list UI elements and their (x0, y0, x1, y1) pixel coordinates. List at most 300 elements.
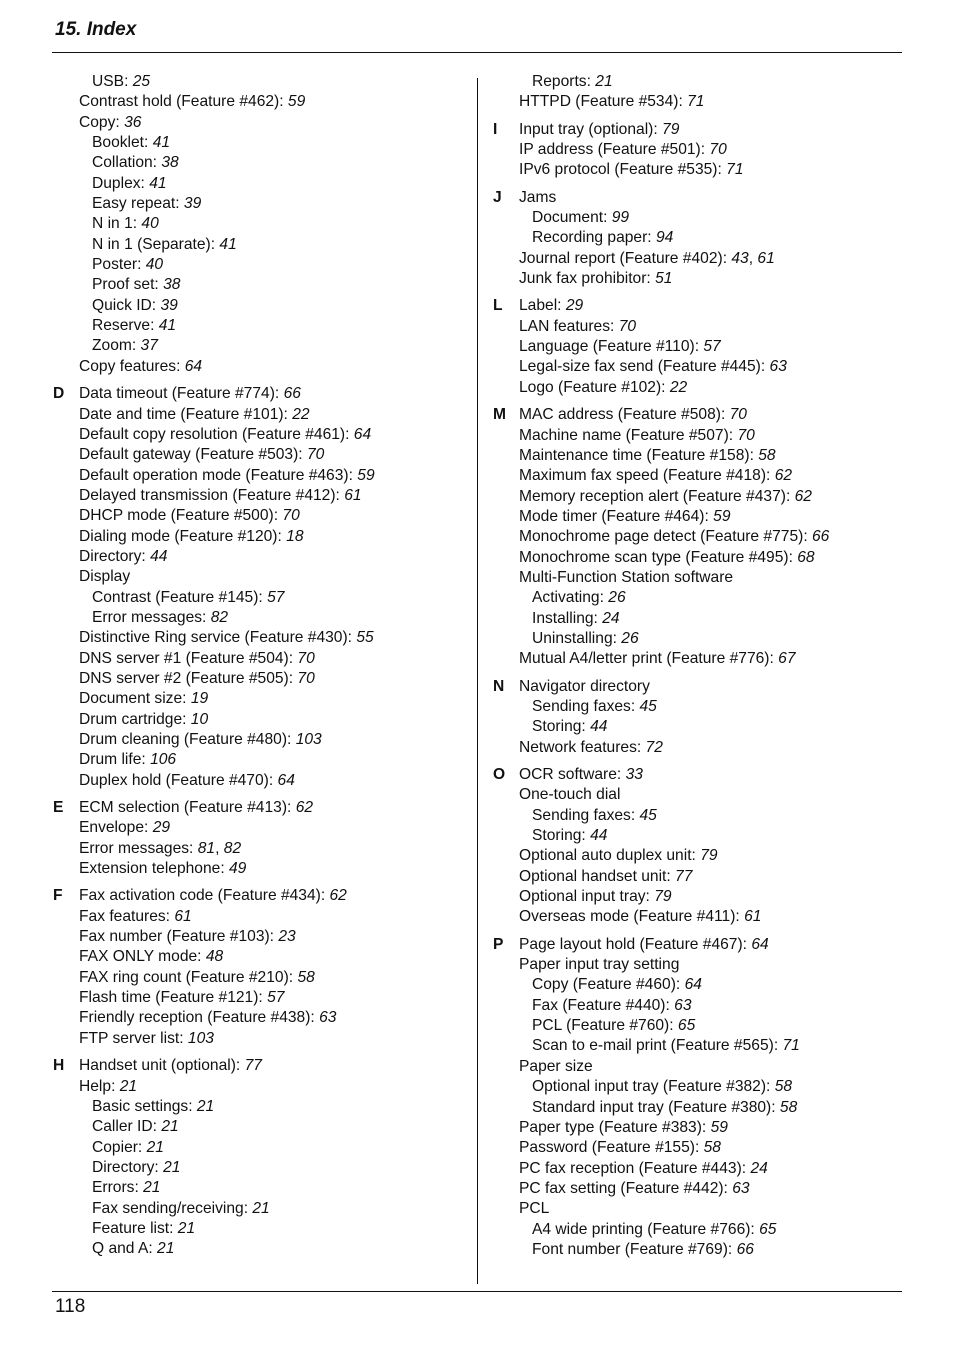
index-entry (53, 628, 473, 648)
index-subentry (53, 1097, 473, 1117)
entry-page: 70 (729, 406, 747, 424)
entry-page: 72 (645, 738, 663, 756)
entry-term: OCR software: (519, 766, 626, 783)
entry-page: 22 (292, 405, 310, 423)
entry-page: 21 (119, 1077, 138, 1095)
entry-page: 62 (794, 487, 812, 505)
entry-term: Recording paper: (532, 229, 656, 247)
entry-term: Password (Feature #155): (519, 1139, 704, 1157)
index-column-right (493, 72, 898, 1260)
entry-page: 70 (306, 446, 325, 464)
entry-term: Label: (519, 297, 566, 315)
entry-term: Input tray (optional): (519, 120, 663, 138)
entry-term: Optional input tray (Feature #382): (532, 1078, 775, 1096)
index-entry (493, 649, 898, 669)
entry-page: 70 (709, 141, 727, 159)
entry-page: 48 (205, 948, 224, 966)
index-subentry (493, 1220, 898, 1240)
entry-page: 61 (744, 908, 762, 926)
index-entry (53, 649, 473, 669)
entry-page: 61 (174, 907, 192, 925)
index-subentry (53, 133, 473, 153)
index-subentry (493, 1077, 898, 1097)
index-subentry (493, 1036, 898, 1056)
entry-term: FTP server list: (79, 1029, 188, 1047)
entry-term: Jams (519, 188, 557, 206)
entry-page: 21 (143, 1179, 161, 1197)
entry-page: 63 (732, 1179, 750, 1197)
entry-term: Date and time (Feature #101): (79, 405, 293, 423)
index-entry (53, 798, 473, 818)
index-entry (493, 378, 898, 398)
index-entry (493, 677, 898, 697)
entry-term: Legal-size fax send (Feature #445): (519, 358, 770, 376)
entry-page: 23 (278, 928, 296, 946)
index-column-left (53, 72, 473, 1260)
page-number: 118 (55, 1296, 86, 1317)
index-subentry (53, 316, 473, 336)
entry-page: 26 (608, 589, 626, 607)
index-entry (493, 1199, 898, 1219)
entry-term: Extension telephone: (79, 860, 229, 878)
entry-term: Display (79, 568, 131, 586)
index-entry (493, 317, 898, 337)
entry-page: 49 (228, 860, 247, 878)
index-entry (493, 1118, 898, 1138)
entry-term: Monochrome scan type (Feature #495): (519, 548, 798, 566)
entry-term: Maximum fax speed (Feature #418): (519, 467, 775, 485)
entry-term: IP address (Feature #501): (519, 141, 710, 159)
entry-term: Maintenance time (Feature #158): (519, 446, 759, 464)
index-subentry (493, 996, 898, 1016)
entry-term: Default operation mode (Feature #463): (79, 466, 358, 484)
index-group (53, 1056, 473, 1259)
index-entry (493, 507, 898, 527)
index-subentry (53, 1239, 473, 1259)
entry-page: 64 (277, 771, 295, 789)
entry-page: 21 (177, 1219, 196, 1237)
entry-term: Quick ID: (92, 296, 161, 314)
index-subentry (493, 806, 898, 826)
entry-page: 66 (283, 385, 301, 403)
index-letter: E (53, 799, 64, 817)
entry-term: Directory: (92, 1158, 164, 1176)
entry-term: Language (Feature #110): (519, 338, 704, 356)
entry-term: Copy features: (79, 357, 185, 375)
index-entry (53, 689, 473, 709)
entry-term: Distinctive Ring service (Feature #430): (79, 629, 357, 647)
index-subentry (53, 1117, 473, 1137)
entry-page: 51 (655, 270, 673, 288)
index-subentry (493, 975, 898, 995)
index-entry (493, 487, 898, 507)
entry-page: 24 (602, 609, 620, 627)
index-group (493, 120, 898, 181)
entry-separator: , (748, 249, 758, 267)
index-subentry (493, 208, 898, 228)
entry-page: 70 (737, 426, 755, 444)
index-letter: J (493, 188, 502, 206)
entry-term: Storing: (532, 827, 591, 845)
index-group (493, 296, 898, 398)
entry-page: 59 (710, 1118, 728, 1136)
index-entry (493, 269, 898, 289)
index-subentry (493, 588, 898, 608)
entry-page: 36 (124, 113, 142, 131)
index-entry (493, 405, 898, 425)
index-entry (53, 405, 473, 425)
entry-term: DNS server #2 (Feature #505): (79, 669, 298, 687)
entry-term: Junk fax prohibitor: (519, 270, 656, 288)
entry-page: 55 (356, 629, 374, 647)
index-entry (53, 947, 473, 967)
index-entry (53, 92, 473, 112)
entry-page: 94 (655, 229, 674, 247)
entry-page: 70 (282, 507, 300, 525)
index-letter: P (493, 935, 504, 953)
entry-term: Default gateway (Feature #503): (79, 446, 307, 464)
entry-page: 29 (565, 297, 584, 315)
index-letter: L (493, 297, 503, 315)
index-entry (493, 1159, 898, 1179)
entry-term: Paper type (Feature #383): (519, 1118, 711, 1136)
entry-term: Journal report (Feature #402): (519, 249, 732, 267)
index-group (493, 188, 898, 290)
index-group (493, 72, 898, 113)
index-entry (53, 357, 473, 377)
entry-term: LAN features: (519, 317, 619, 335)
entry-term: Drum life: (79, 751, 151, 769)
entry-term: Proof set: (92, 276, 164, 294)
index-entry (53, 710, 473, 730)
entry-page: 79 (654, 888, 672, 906)
index-entry (493, 140, 898, 160)
entry-term: Friendly reception (Feature #438): (79, 1009, 320, 1027)
entry-term: Dialing mode (Feature #120): (79, 527, 287, 545)
entry-term: PCL (519, 1200, 550, 1218)
entry-term: Fax activation code (Feature #434): (79, 887, 330, 905)
entry-page: 21 (157, 1240, 175, 1258)
entry-term: Errors: (92, 1179, 144, 1197)
index-entry (493, 867, 898, 887)
index-subentry (493, 72, 898, 92)
entry-page: 58 (758, 446, 776, 464)
index-entry (53, 907, 473, 927)
entry-term: HTTPD (Feature #534): (519, 93, 688, 111)
entry-term: Optional auto duplex unit: (519, 847, 701, 865)
index-subentry (53, 1158, 473, 1178)
index-entry (53, 839, 473, 859)
entry-page: 26 (621, 629, 639, 647)
entry-term: Navigator directory (519, 677, 650, 695)
entry-page: 106 (150, 751, 177, 769)
entry-page: 81 (197, 839, 216, 857)
entry-term: Optional handset unit: (519, 867, 676, 885)
entry-term: Collation: (92, 154, 162, 172)
index-entry (493, 92, 898, 112)
index-subentry (53, 1219, 473, 1239)
entry-term: ECM selection (Feature #413): (79, 799, 296, 817)
entry-term: USB: (92, 73, 133, 90)
index-subentry (53, 608, 473, 628)
index-entry (53, 113, 473, 133)
index-entry (493, 887, 898, 907)
index-entry (493, 935, 898, 955)
index-letter: M (493, 406, 506, 424)
entry-term: Default copy resolution (Feature #461): (79, 425, 354, 443)
entry-page: 62 (774, 467, 793, 485)
index-entry (493, 160, 898, 180)
entry-term: Fax features: (79, 907, 175, 925)
entry-term: Feature list: (92, 1219, 178, 1237)
entry-term: Standard input tray (Feature #380): (532, 1098, 780, 1116)
index-entry (493, 955, 898, 975)
index-subentry (53, 336, 473, 356)
entry-term: Duplex hold (Feature #470): (79, 771, 278, 789)
entry-term: Mode timer (Feature #464): (519, 507, 714, 525)
entry-page: 82 (210, 608, 229, 626)
entry-term: Booklet: (92, 134, 153, 152)
entry-term: Paper size (519, 1057, 593, 1075)
entry-term: Installing: (532, 609, 603, 627)
entry-page: 82 (223, 839, 242, 857)
entry-term: N in 1 (Separate): (92, 235, 220, 253)
index-entry (493, 765, 898, 785)
entry-page: 38 (161, 154, 179, 172)
entry-page: 44 (590, 827, 608, 845)
entry-term: Optional input tray: (519, 888, 655, 906)
index-subentry (53, 255, 473, 275)
entry-page: 61 (344, 486, 362, 504)
entry-page: 66 (811, 528, 830, 546)
index-entry (493, 426, 898, 446)
entry-page: 33 (625, 766, 643, 783)
header-rule (52, 52, 902, 53)
index-entry (493, 738, 898, 758)
entry-term: Monochrome page detect (Feature #775): (519, 528, 812, 546)
index-subentry (53, 214, 473, 234)
entry-page: 57 (267, 588, 285, 606)
entry-page: 41 (152, 134, 171, 152)
entry-page: 45 (639, 806, 657, 824)
entry-term: Data timeout (Feature #774): (79, 385, 284, 403)
entry-page: 71 (687, 93, 705, 111)
entry-term: Copier: (92, 1138, 147, 1156)
index-group (53, 798, 473, 879)
entry-page: 63 (319, 1009, 337, 1027)
entry-page: 70 (297, 669, 315, 687)
entry-page: 63 (674, 996, 692, 1014)
index-entry (53, 527, 473, 547)
entry-page: 103 (295, 731, 322, 748)
entry-term: Logo (Feature #102): (519, 378, 670, 396)
column-divider (477, 78, 478, 1284)
entry-page: 70 (618, 317, 637, 335)
entry-term: PC fax setting (Feature #442): (519, 1179, 733, 1197)
index-subentry (53, 72, 473, 92)
index-entry (493, 446, 898, 466)
entry-page: 41 (219, 235, 237, 253)
entry-page: 44 (590, 718, 608, 736)
entry-term: Drum cleaning (Feature #480): (79, 731, 296, 748)
index-entry (493, 249, 898, 269)
entry-page: 18 (286, 527, 304, 545)
entry-page: 64 (684, 976, 702, 994)
entry-page: 79 (662, 120, 680, 138)
index-entry (53, 445, 473, 465)
entry-term: Fax (Feature #440): (532, 996, 675, 1014)
index-entry (53, 927, 473, 947)
index-entry (53, 1056, 473, 1076)
entry-term: Delayed transmission (Feature #412): (79, 486, 345, 504)
index-entry (53, 750, 473, 770)
index-entry (493, 337, 898, 357)
entry-term: Paper input tray setting (519, 956, 680, 974)
index-subentry (53, 588, 473, 608)
entry-page: 21 (146, 1138, 164, 1156)
entry-term: IPv6 protocol (Feature #535): (519, 161, 727, 179)
entry-page: 43 (731, 249, 749, 267)
index-subentry (493, 1098, 898, 1118)
entry-term: N in 1: (92, 215, 142, 233)
entry-term: Page layout hold (Feature #467): (519, 935, 752, 953)
index-subentry (493, 717, 898, 737)
index-entry (53, 669, 473, 689)
entry-page: 21 (163, 1158, 181, 1176)
entry-term: Envelope: (79, 819, 153, 837)
entry-term: Network features: (519, 738, 646, 756)
index-entry (53, 1077, 473, 1097)
entry-page: 58 (779, 1098, 798, 1116)
entry-page: 64 (751, 935, 769, 953)
entry-page: 58 (703, 1139, 721, 1157)
entry-term: Directory: (79, 547, 151, 565)
index-entry (493, 907, 898, 927)
entry-term: PCL (Feature #760): (532, 1017, 678, 1035)
entry-page: 79 (700, 847, 718, 865)
index-subentry (493, 629, 898, 649)
entry-page: 62 (329, 887, 347, 905)
entry-page: 44 (150, 547, 168, 565)
entry-term: Zoom: (92, 337, 141, 355)
entry-term: Duplex: (92, 174, 150, 192)
entry-page: 65 (677, 1017, 696, 1035)
index-entry (53, 425, 473, 445)
index-group (493, 935, 898, 1261)
index-entry (493, 357, 898, 377)
index-subentry (493, 609, 898, 629)
entry-separator: , (215, 839, 224, 857)
entry-term: FAX ring count (Feature #210): (79, 968, 298, 986)
entry-page: 63 (769, 358, 787, 376)
index-entry (53, 1008, 473, 1028)
entry-term: Handset unit (optional): (79, 1057, 245, 1075)
entry-page: 61 (757, 249, 775, 267)
entry-term: PC fax reception (Feature #443): (519, 1159, 751, 1177)
index-entry (53, 988, 473, 1008)
index-letter: D (53, 385, 65, 403)
entry-term: Multi-Function Station software (519, 568, 734, 586)
index-subentry (493, 1240, 898, 1260)
entry-page: 37 (140, 337, 158, 355)
entry-term: Sending faxes: (532, 806, 640, 824)
entry-term: Caller ID: (92, 1118, 162, 1136)
entry-page: 67 (778, 650, 796, 668)
entry-page: 10 (190, 710, 209, 728)
entry-term: A4 wide printing (Feature #766): (532, 1220, 760, 1238)
index-entry (493, 296, 898, 316)
index-subentry (53, 296, 473, 316)
entry-page: 40 (141, 215, 159, 233)
entry-page: 29 (152, 819, 171, 837)
entry-term: Document size: (79, 690, 191, 708)
entry-page: 68 (797, 548, 815, 566)
index-entry (493, 1179, 898, 1199)
index-subentry (493, 228, 898, 248)
entry-term: Easy repeat: (92, 195, 184, 213)
footer-rule (52, 1291, 902, 1292)
entry-term: Machine name (Feature #507): (519, 426, 738, 444)
index-subentry (53, 235, 473, 255)
entry-page: 38 (163, 276, 181, 294)
entry-page: 21 (252, 1199, 270, 1217)
entry-page: 22 (669, 378, 688, 396)
entry-term: Error messages: (92, 608, 211, 626)
entry-term: Reports: (532, 73, 596, 90)
entry-page: 24 (750, 1159, 768, 1177)
entry-term: Memory reception alert (Feature #437): (519, 487, 795, 505)
entry-page: 41 (158, 317, 177, 335)
entry-page: 57 (703, 338, 721, 356)
index-entry (53, 730, 473, 750)
entry-page: 58 (297, 968, 315, 986)
index-entry (493, 785, 898, 805)
entry-term: Reserve: (92, 317, 159, 335)
entry-term: Q and A: (92, 1240, 158, 1258)
entry-term: DNS server #1 (Feature #504): (79, 649, 298, 667)
entry-term: MAC address (Feature #508): (519, 406, 730, 424)
index-entry (493, 188, 898, 208)
index-letter: F (53, 887, 63, 905)
index-group (53, 886, 473, 1049)
index-entry (53, 886, 473, 906)
index-subentry (53, 1199, 473, 1219)
entry-page: 77 (244, 1057, 262, 1075)
entry-page: 58 (774, 1078, 793, 1096)
entry-page: 59 (713, 507, 731, 525)
entry-page: 70 (297, 649, 315, 667)
index-entry (493, 120, 898, 140)
entry-term: DHCP mode (Feature #500): (79, 507, 283, 525)
entry-term: Mutual A4/letter print (Feature #776): (519, 650, 779, 668)
entry-page: 71 (782, 1037, 800, 1055)
entry-page: 103 (187, 1029, 214, 1047)
index-subentry (53, 194, 473, 214)
entry-page: 62 (295, 799, 314, 817)
entry-term: Sending faxes: (532, 697, 640, 715)
entry-term: FAX ONLY mode: (79, 948, 206, 966)
index-entry (493, 846, 898, 866)
entry-page: 59 (357, 466, 375, 484)
index-group (493, 405, 898, 669)
entry-term: Flash time (Feature #121): (79, 989, 268, 1007)
index-entry (493, 527, 898, 547)
entry-page: 71 (726, 161, 744, 179)
index-letter: O (493, 766, 506, 783)
entry-page: 39 (183, 195, 202, 213)
index-entry (53, 1029, 473, 1049)
index-entry (53, 466, 473, 486)
